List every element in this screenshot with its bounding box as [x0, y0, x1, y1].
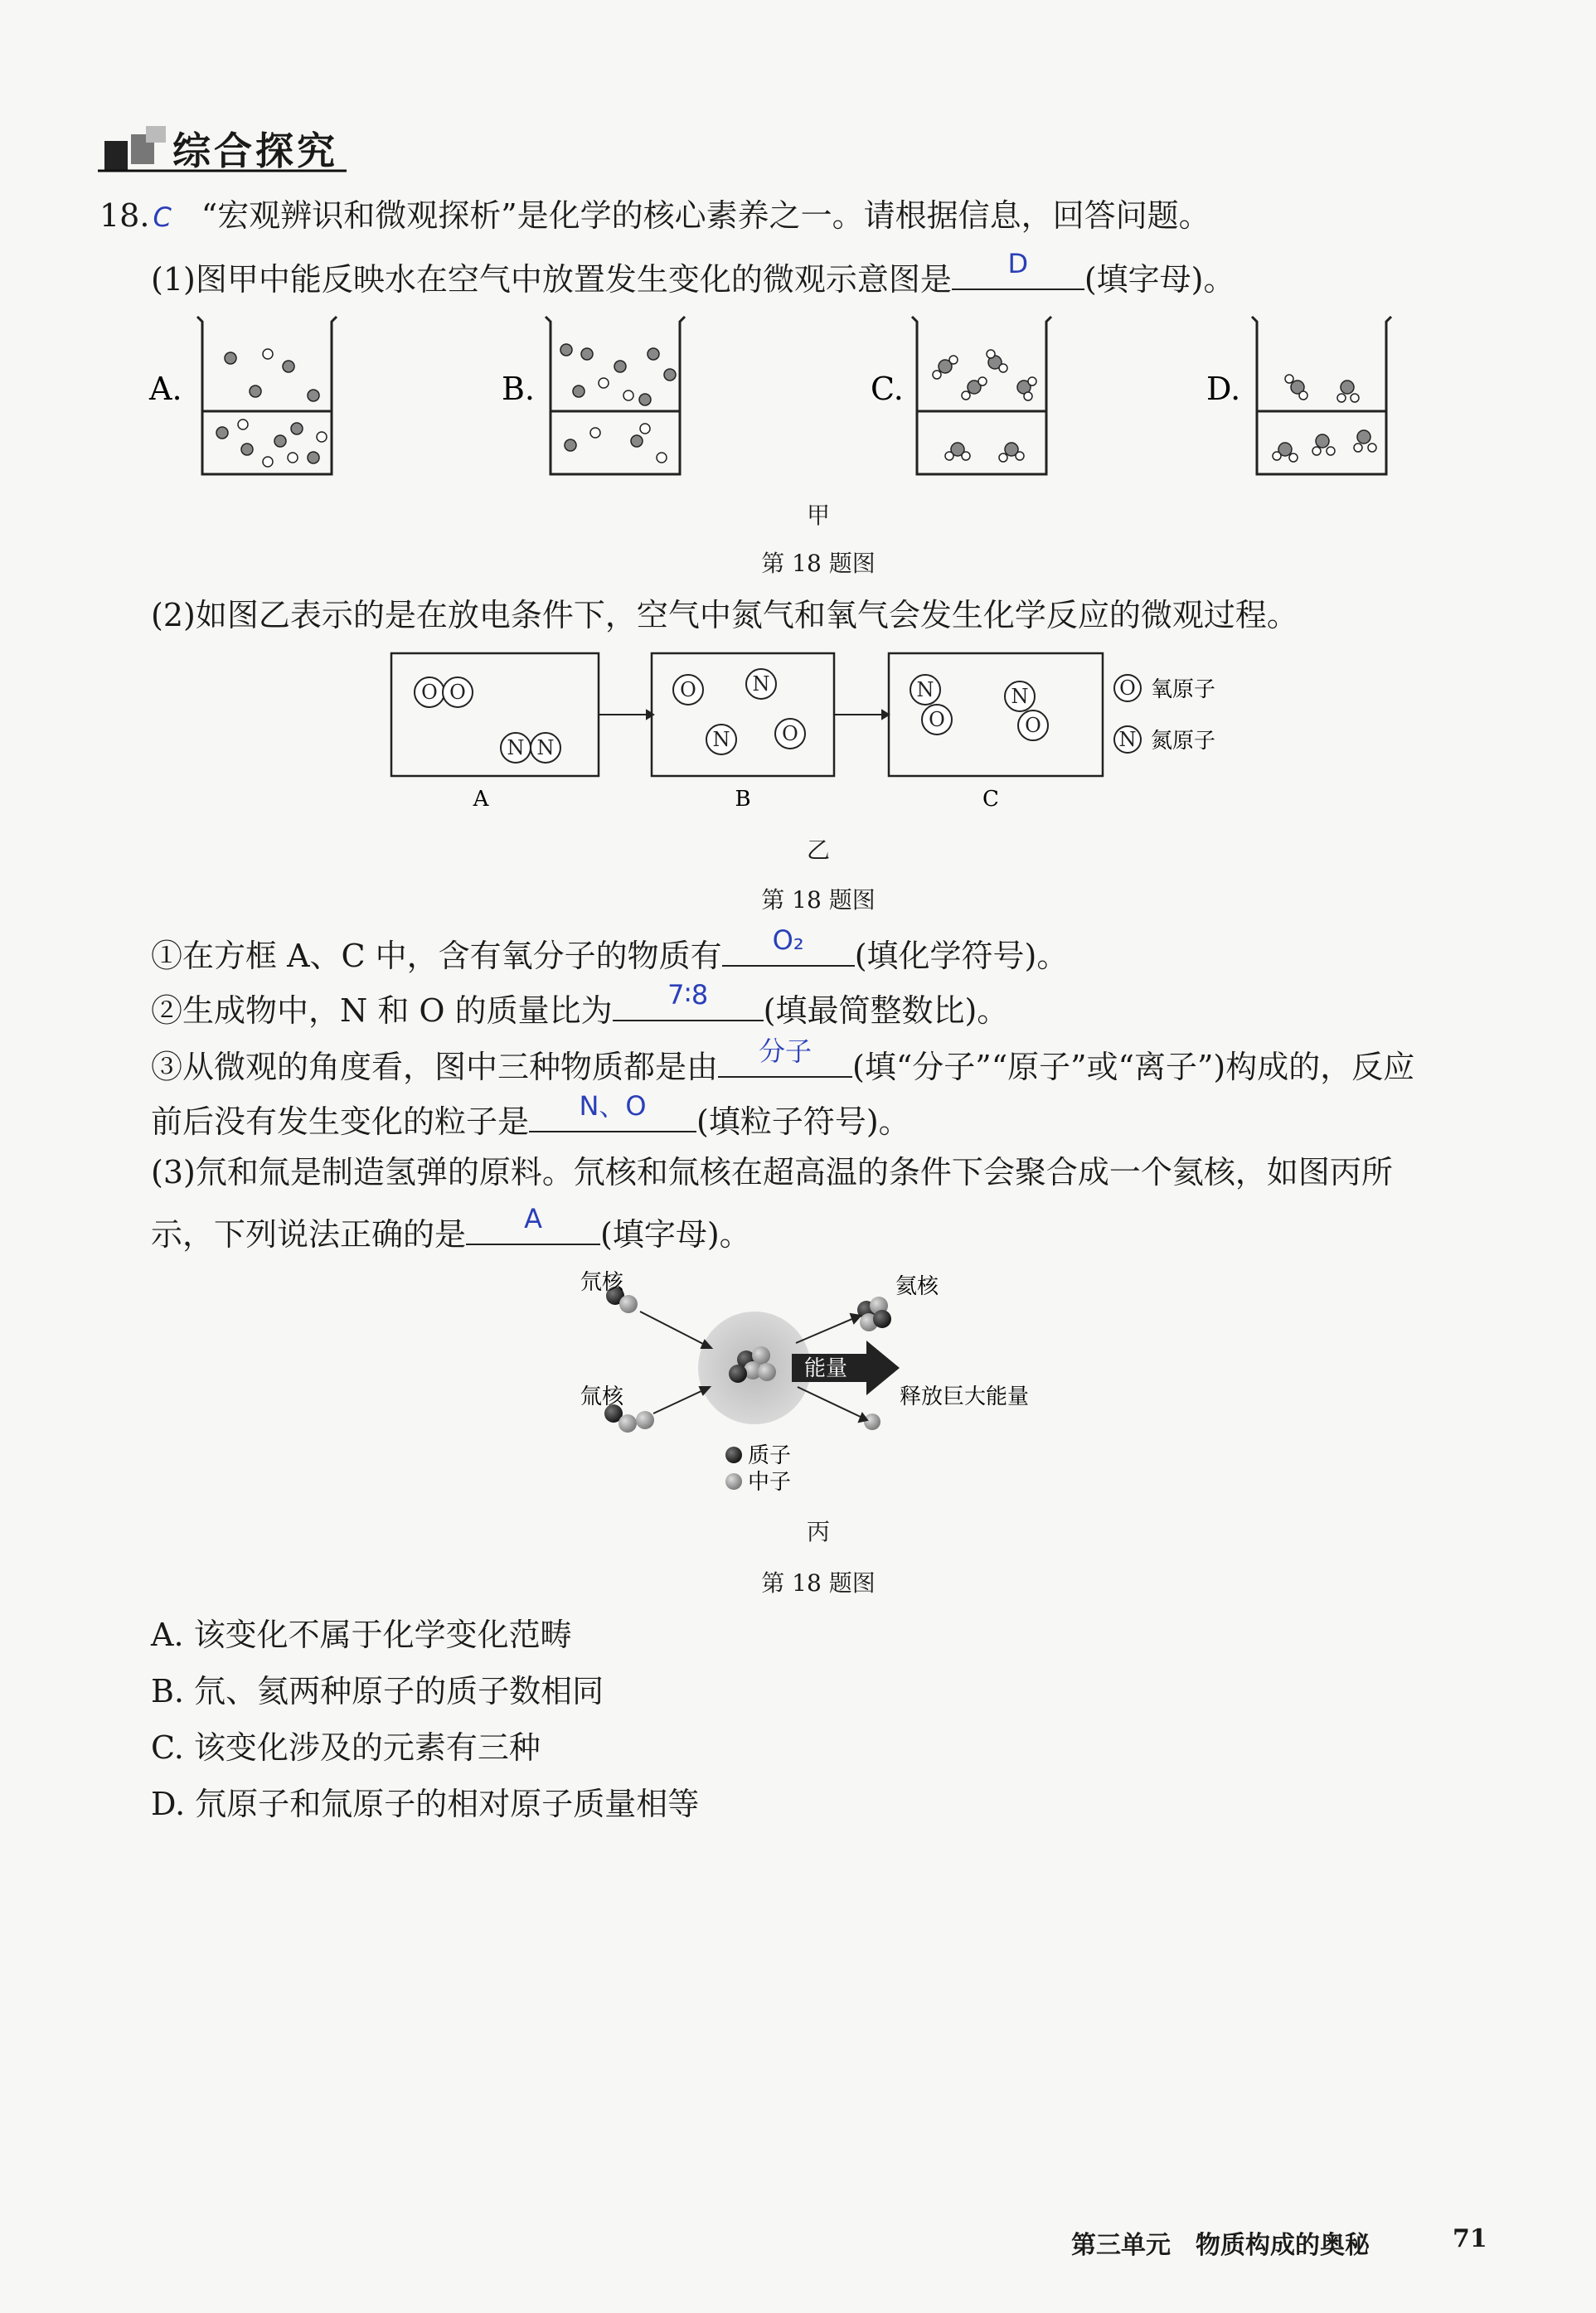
atom-n: N	[916, 678, 934, 701]
q3-answer2: N、O	[579, 1090, 647, 1122]
legend-n-symbol: N	[1118, 728, 1137, 751]
q3-blank2[interactable]	[529, 1090, 696, 1132]
energy-label: 能量	[804, 1356, 848, 1381]
choice-d[interactable]: D. 氘原子和氚原子的相对原子质量相等	[151, 1786, 700, 1822]
legend-o-symbol: O	[1119, 676, 1136, 700]
figure-bing-caption: 第 18 题图	[761, 1569, 876, 1597]
q3-line2	[151, 1090, 910, 1142]
box-label-c: C	[982, 787, 999, 812]
q1-text: ①在方框 A、C 中，含有氧分子的物质有	[151, 938, 722, 974]
choice-c[interactable]: C. 该变化涉及的元素有三种	[151, 1729, 541, 1766]
part3-blank[interactable]	[466, 1203, 600, 1245]
atom-n: N	[1011, 685, 1029, 708]
figure-yi-sublabel: 乙	[806, 836, 830, 864]
q3-line	[151, 1035, 1415, 1087]
grade-mark: C	[153, 201, 172, 233]
page-number: 71	[1453, 2224, 1487, 2253]
part3-text: 示，下列说法正确的是	[151, 1216, 467, 1253]
proton-label: 质子	[748, 1443, 792, 1468]
footer-unit: 第三单元 物质构成的奥秘	[1071, 2231, 1370, 2260]
q1-blank[interactable]	[722, 924, 855, 967]
beaker-c	[912, 317, 1051, 474]
beaker-option-d: D.	[1206, 371, 1241, 407]
box-label-a: A	[473, 787, 489, 812]
part3-answer: A	[524, 1203, 542, 1234]
q3-blank[interactable]	[718, 1035, 852, 1078]
beaker-d	[1252, 317, 1391, 474]
atom-o: O	[421, 681, 438, 704]
q1-answer: O₂	[772, 924, 804, 956]
box-label-b: B	[735, 787, 751, 812]
figure-yi	[381, 647, 1260, 812]
beaker-option-a: A.	[149, 371, 182, 407]
section-title: 综合探究	[172, 128, 338, 173]
figure-bing-sublabel: 丙	[806, 1518, 830, 1545]
figure-jia-sublabel: 甲	[806, 502, 830, 529]
atom-o: O	[1025, 714, 1041, 737]
part1-line	[151, 248, 1235, 299]
helium-label: 氦核	[895, 1274, 939, 1299]
q3-line2-text: 前后没有发生变化的粒子是	[151, 1103, 530, 1140]
section-header	[98, 116, 347, 174]
question-number: 18.	[99, 197, 150, 234]
part1-blank[interactable]	[952, 248, 1084, 290]
q2-blank[interactable]	[613, 979, 764, 1021]
q2-text: ②生成物中，N 和 O 的质量比为	[151, 992, 613, 1029]
figure-yi-caption: 第 18 题图	[761, 886, 876, 914]
legend-n-label: 氮原子	[1151, 729, 1216, 754]
q2-answer: 7∶8	[667, 979, 709, 1011]
part3-line2	[151, 1203, 751, 1254]
q1-line	[151, 924, 1069, 976]
figure-jia-caption: 第 18 题图	[761, 550, 876, 577]
choice-a[interactable]: A. 该变化不属于化学变化范畴	[151, 1617, 572, 1653]
atom-n: N	[507, 736, 525, 759]
part1-answer: D	[1007, 248, 1029, 279]
q3-text: ③从微观的角度看，图中三种物质都是由	[151, 1049, 719, 1085]
q2-text-after: (填最简整数比)。	[763, 992, 1009, 1029]
atom-n: N	[712, 728, 730, 751]
beaker-a	[197, 317, 337, 474]
q1-text-after: (填化学符号)。	[854, 938, 1069, 974]
figure-jia	[141, 307, 1426, 481]
part1-text-after: (填字母)。	[1084, 261, 1235, 298]
beaker-b	[546, 317, 685, 474]
atom-o: O	[929, 708, 945, 731]
beaker-option-c: C.	[871, 371, 904, 407]
q3-answer: 分子	[759, 1035, 813, 1067]
question-stem: “宏观辨识和微观探析”是化学的核心素养之一。请根据信息，回答问题。	[201, 197, 1210, 234]
atom-n: N	[752, 672, 770, 696]
part3-line1: (3)氘和氚是制造氢弹的原料。氘核和氚核在超高温的条件下会聚合成一个氦核，如图丙所	[151, 1154, 1393, 1190]
q3-line2-text-after: (填粒子符号)。	[696, 1103, 910, 1140]
atom-n: N	[536, 736, 555, 759]
part3-text-after: (填字母)。	[600, 1216, 751, 1253]
q2-line	[151, 979, 1009, 1030]
figure-bing	[580, 1264, 1078, 1513]
atom-o: O	[782, 722, 798, 745]
atom-o: O	[449, 681, 466, 704]
tritium-label: 氚核	[580, 1384, 624, 1409]
legend-o-label: 氧原子	[1151, 677, 1216, 702]
atom-o: O	[680, 678, 696, 701]
choice-b[interactable]: B. 氘、氦两种原子的质子数相同	[151, 1673, 604, 1709]
question-stem-line	[99, 196, 1210, 237]
part2-line: (2)如图乙表示的是在放电条件下，空气中氮气和氧气会发生化学反应的微观过程。	[151, 597, 1298, 633]
beaker-option-b: B.	[502, 371, 536, 407]
deuterium-label: 氘核	[580, 1270, 624, 1295]
neutron-label: 中子	[748, 1470, 792, 1495]
q3-text-after: (填“分子”“原子”或“离子”)构成的，反应	[852, 1049, 1415, 1085]
release-energy-label: 释放巨大能量	[900, 1384, 1030, 1409]
part1-text: (1)图甲中能反映水在空气中放置发生变化的微观示意图是	[151, 261, 952, 298]
